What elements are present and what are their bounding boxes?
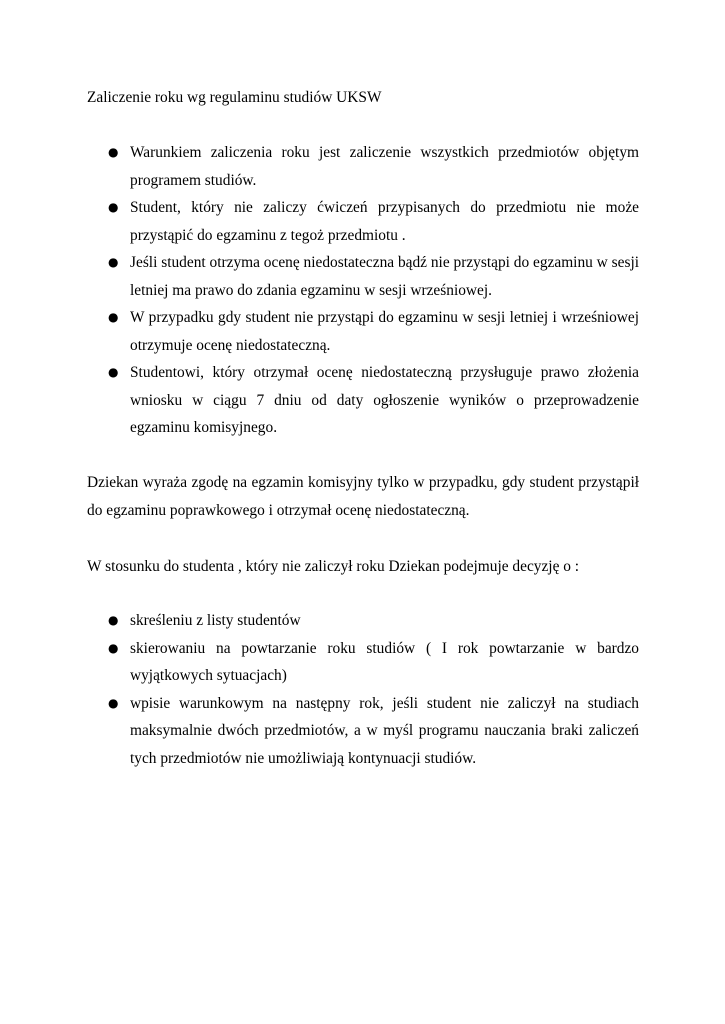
bullet-icon: ● [108,640,119,655]
rules-list-item [87,304,639,359]
bullet-icon: ● [108,613,119,627]
decisions-list-item-text: wpisie warunkowym na następny rok, jeśli student nie zaliczył na studiach maksymalnie dwóch przedmiotów, a w myśl programu nauczania braki zaliczeń tych przedmiotów nie umożliwiają kontynuacji studiów. [130,694,639,767]
rules-list-item [87,194,639,249]
bullet-icon: ● [108,145,119,159]
rules-list-item [87,359,639,442]
rules-list-item-text: Student, który nie zaliczy ćwiczeń przypisanych do przedmiotu nie może przystąpić do egzaminu z tegoż przedmiotu . [130,199,639,244]
document-heading: Zaliczenie roku wg regulaminu studiów UKSW [87,89,382,106]
bullet-icon: ● [108,255,119,269]
rules-list-item [87,139,639,194]
rules-list-item-text: Warunkiem zaliczenia roku jest zaliczenie wszystkich przedmiotów objętym programem studiów. [130,144,639,189]
bullet-icon: ● [108,310,119,324]
bullet-icon: ● [108,365,119,379]
decisions-list-item [87,607,639,635]
rules-list-item [87,249,639,304]
rules-list [87,139,639,442]
decisions-list-item [87,635,639,690]
dean-paragraph: Dziekan wyraża zgodę na egzamin komisyjny tylko w przypadku, gdy student przystąpił do egzaminu poprawkowego i otrzymał ocenę niedostateczną. [87,474,639,519]
decisions-list-item [87,690,639,773]
bullet-icon: ● [108,200,119,214]
decisions-list-item-text: skierowaniu na powtarzanie roku studiów ( I rok powtarzanie w bardzo wyjątkowych sytuacjach) [130,639,639,684]
bullet-icon: ● [108,695,119,710]
decisions-list-item-text: skreśleniu z listy studentów [130,612,301,629]
rules-list-item-text: W przypadku gdy student nie przystąpi do egzaminu w sesji letniej i wrześniowej otrzymuje ocenę niedostateczną. [130,309,639,354]
rules-list-item-text: Studentowi, który otrzymał ocenę niedostateczną przysługuje prawo złożenia wniosku w ciągu 7 dniu od daty ogłoszenie wyników o przeprowadzenie egzaminu komisyjnego. [130,364,639,436]
decisions-list [87,607,639,772]
rules-list-item-text: Jeśli student otrzyma ocenę niedostateczna bądź nie przystąpi do egzaminu w sesji letniej ma prawo do zdania egzaminu w sesji wrześniowej. [130,254,640,299]
decision-intro: W stosunku do studenta , który nie zaliczył roku Dziekan podejmuje decyzję o : [87,558,580,575]
